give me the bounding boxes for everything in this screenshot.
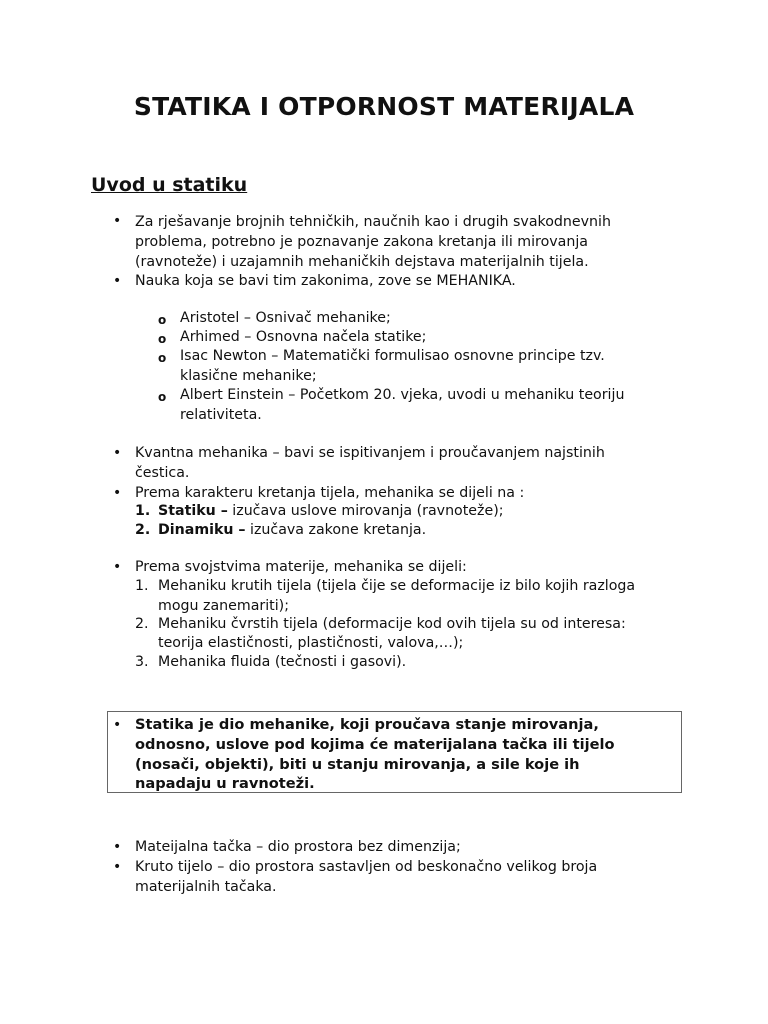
list-item: relativiteta. <box>180 407 262 423</box>
list-item-term: Dinamiku – <box>158 522 246 538</box>
paragraph-line: Kvantna mehanika – bavi se ispitivanjem i proučavanjem najstinih <box>135 445 605 461</box>
boxed-line: (nosači, objekti), biti u stanju mirovanja, a sile koje ih <box>135 756 580 773</box>
list-number: 1. <box>135 503 151 519</box>
list-item: Mehanika fluida (tečnosti i gasovi). <box>158 654 407 670</box>
list-item-term: Statiku – <box>158 503 228 519</box>
document-title: STATIKA I OTPORNOST MATERIJALA <box>133 92 635 121</box>
boxed-line: odnosno, uslove pod kojima će materijalana tačka ili tijelo <box>135 736 615 753</box>
bullet-icon: • <box>113 839 122 855</box>
list-item <box>158 520 426 540</box>
section-heading: Uvod u statiku <box>91 174 248 196</box>
list-number: 2. <box>135 522 151 538</box>
sub-bullet-icon: o <box>158 351 167 365</box>
sub-bullet-icon: o <box>158 390 167 404</box>
bullet-icon: • <box>113 485 122 501</box>
boxed-line: Statika je dio mehanike, koji proučava stanje mirovanja, <box>135 716 599 733</box>
list-item: Arhimed – Osnovna načela statike; <box>180 329 427 345</box>
bullet-icon: • <box>113 445 122 461</box>
list-item: Albert Einstein – Početkom 20. vjeka, uvodi u mehaniku teoriju <box>180 387 625 403</box>
boxed-line: napadaju u ravnoteži. <box>135 775 315 792</box>
paragraph-line: Nauka koja se bavi tim zakonima, zove se MEHANIKA. <box>135 273 516 289</box>
paragraph-line: Kruto tijelo – dio prostora sastavljen od beskonačno velikog broja <box>135 859 598 875</box>
list-item-desc: izučava zakone kretanja. <box>245 522 427 538</box>
list-item <box>158 501 504 521</box>
list-number: 2. <box>135 616 149 632</box>
list-item-desc: izučava uslove mirovanja (ravnoteže); <box>227 503 504 519</box>
paragraph-line: Mateijalna tačka – dio prostora bez dimenzija; <box>135 839 461 855</box>
paragraph-line: čestica. <box>135 465 190 481</box>
sub-bullet-icon: o <box>158 332 167 346</box>
bullet-icon: • <box>113 859 122 875</box>
paragraph-line: Za rješavanje brojnih tehničkih, naučnih kao i drugih svakodnevnih <box>135 214 611 230</box>
bullet-icon: • <box>113 717 122 733</box>
bullet-icon: • <box>113 273 122 289</box>
paragraph-line: materijalnih tačaka. <box>135 879 277 895</box>
list-number: 3. <box>135 654 149 670</box>
list-item: mogu zanemariti); <box>158 598 289 614</box>
list-item: teorija elastičnosti, plastičnosti, valova,…); <box>158 635 464 651</box>
bullet-icon: • <box>113 213 122 229</box>
bullet-icon: • <box>113 559 122 575</box>
list-item: Isac Newton – Matematički formulisao osnovne principe tzv. <box>180 348 605 364</box>
sub-bullet-icon: o <box>158 313 167 327</box>
paragraph-line: problema, potrebno je poznavanje zakona kretanja ili mirovanja <box>135 234 588 250</box>
list-item: Mehaniku krutih tijela (tijela čije se deformacije iz bilo kojih razloga <box>158 578 636 594</box>
list-item: Mehaniku čvrstih tijela (deformacije kod ovih tijela su od interesa: <box>158 616 626 632</box>
list-number: 1. <box>135 578 149 594</box>
list-item: klasične mehanike; <box>180 368 317 384</box>
paragraph-line: Prema svojstvima materije, mehanika se dijeli: <box>135 559 467 575</box>
list-item: Aristotel – Osnivač mehanike; <box>180 310 391 326</box>
paragraph-line: Prema karakteru kretanja tijela, mehanika se dijeli na : <box>135 485 525 501</box>
paragraph-line: (ravnoteže) i uzajamnih mehaničkih dejstava materijalnih tijela. <box>135 254 589 270</box>
